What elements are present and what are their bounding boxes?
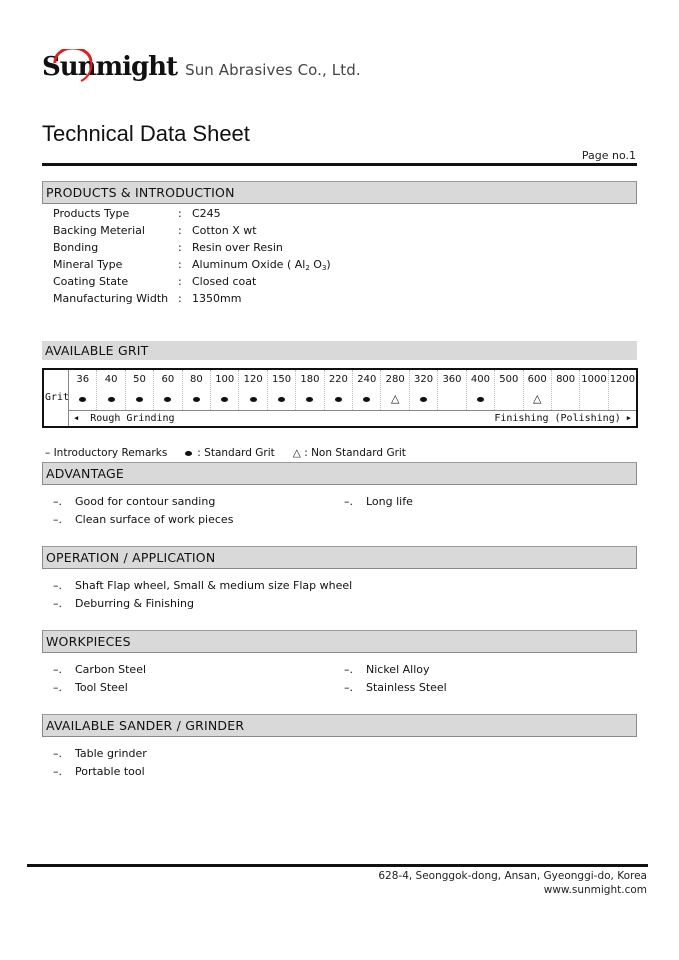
legend-standard: : Standard Grit <box>197 447 275 459</box>
grit-column-120 <box>239 370 267 410</box>
spec-row-mineral-type: Mineral Type : Aluminum Oxide ( $Al_2$ $O_3$) <box>53 258 331 272</box>
grit-column-40 <box>97 370 125 410</box>
grit-column-180 <box>296 370 324 410</box>
grit-column-50 <box>126 370 154 410</box>
grit-column-150 <box>268 370 296 410</box>
grit-value: 280 <box>385 374 405 385</box>
section-grit-heading: AVAILABLE GRIT <box>42 341 637 360</box>
grit-mark-standard <box>353 390 380 408</box>
grit-column-1000 <box>580 370 608 410</box>
grit-mark-empty <box>552 390 579 408</box>
grit-mark-standard <box>211 390 238 408</box>
standard-grit-dot-icon <box>164 397 171 402</box>
standard-grit-dot-icon <box>306 397 313 402</box>
spec-row-coating-state: Coating State : Closed coat <box>53 275 257 288</box>
non-standard-triangle-icon: △ <box>532 392 542 405</box>
grit-mark-standard <box>183 390 210 408</box>
grit-column-360 <box>438 370 466 410</box>
rough-grinding-label: ◀ Rough Grinding <box>74 413 175 424</box>
list-item: –. Portable tool <box>53 765 145 778</box>
standard-grit-dot-icon <box>477 397 484 402</box>
grit-column-400 <box>467 370 495 410</box>
grit-value: 360 <box>442 374 462 385</box>
grit-mark-standard <box>467 390 494 408</box>
section-advantage-heading: ADVANTAGE <box>42 462 637 485</box>
grit-column-240 <box>353 370 381 410</box>
grit-mark-empty <box>495 390 522 408</box>
standard-grit-dot-icon <box>108 397 115 402</box>
list-item: –. Table grinder <box>53 747 147 760</box>
grit-value: 100 <box>215 374 235 385</box>
spec-row-backing-material: Backing Meterial : Cotton X wt <box>53 224 257 237</box>
standard-grit-dot-icon <box>79 397 86 402</box>
grit-mark-standard <box>239 390 266 408</box>
grit-column-800 <box>552 370 580 410</box>
grit-mark-non-standard <box>524 390 551 408</box>
mineral-value: Aluminum Oxide ( $Al_2$ $O_3$) <box>192 258 331 272</box>
grit-mark-empty <box>609 390 636 408</box>
non-standard-triangle-icon: △ <box>292 447 301 459</box>
list-item: –. Stainless Steel <box>344 681 447 694</box>
grit-column-280 <box>381 370 409 410</box>
grit-value: 80 <box>189 374 203 385</box>
grit-column-1200 <box>609 370 636 410</box>
list-item: –. Nickel Alloy <box>344 663 430 676</box>
grit-value: 320 <box>414 374 434 385</box>
spec-row-bonding: Bonding : Resin over Resin <box>53 241 283 254</box>
legend-title: – Introductory Remarks <box>45 447 168 459</box>
standard-grit-dot-icon <box>278 397 285 402</box>
footer-website[interactable]: www.sunmight.com <box>543 884 647 896</box>
legend-non-standard: : Non Standard Grit <box>304 447 406 459</box>
grit-mark-standard <box>97 390 124 408</box>
grit-value: 50 <box>133 374 146 385</box>
non-standard-triangle-icon: △ <box>390 392 400 405</box>
grit-column-500 <box>495 370 523 410</box>
company-logo <box>42 52 361 86</box>
list-item: –. Carbon Steel <box>53 663 147 676</box>
standard-grit-dot-icon <box>363 397 370 402</box>
brand-name: Sunmight <box>42 52 177 82</box>
grit-table <box>42 368 638 428</box>
grit-value: 60 <box>161 374 175 385</box>
footer-divider <box>27 864 648 867</box>
standard-grit-dot-icon <box>193 397 200 402</box>
grit-column-100 <box>211 370 239 410</box>
standard-grit-dot-icon <box>335 397 342 402</box>
finishing-label: Finishing (Polishing) ▶ <box>494 413 631 424</box>
title-divider <box>42 163 637 166</box>
standard-grit-dot-icon <box>420 397 427 402</box>
left-arrow-icon: ◀ <box>74 414 79 422</box>
grit-mark-standard <box>268 390 295 408</box>
list-item: –. Deburring & Finishing <box>53 597 194 610</box>
grit-value: 40 <box>104 374 118 385</box>
grit-value: 150 <box>272 374 292 385</box>
grit-legend <box>45 447 406 459</box>
list-item: –. Tool Steel <box>53 681 128 694</box>
standard-grit-dot-icon <box>221 397 228 402</box>
footer-address: 628-4, Seonggok-dong, Ansan, Gyeonggi-do, Korea <box>378 870 647 882</box>
grit-value: 500 <box>499 374 519 385</box>
grit-column-60 <box>154 370 182 410</box>
grit-value: 1000 <box>581 374 607 385</box>
standard-grit-dot-icon <box>185 451 192 456</box>
company-name: Sun Abrasives Co., Ltd. <box>185 61 361 79</box>
grit-range-bar <box>68 410 636 426</box>
right-arrow-icon: ▶ <box>626 414 631 422</box>
grit-mark-standard <box>325 390 352 408</box>
section-operation-heading: OPERATION / APPLICATION <box>42 546 637 569</box>
spec-row-products-type: Products Type : C245 <box>53 207 221 220</box>
section-products-heading: PRODUCTS & INTRODUCTION <box>42 181 637 204</box>
grit-column-36 <box>69 370 97 410</box>
grit-mark-standard <box>126 390 153 408</box>
grit-mark-empty <box>580 390 607 408</box>
standard-grit-dot-icon <box>250 397 257 402</box>
list-item: –. Clean surface of work pieces <box>53 513 234 526</box>
grit-mark-empty <box>438 390 465 408</box>
list-item: –. Shaft Flap wheel, Small & medium size Flap wheel <box>53 579 353 592</box>
grit-column-320 <box>410 370 438 410</box>
section-workpieces-heading: WORKPIECES <box>42 630 637 653</box>
grit-column-600 <box>524 370 552 410</box>
standard-grit-dot-icon <box>136 397 143 402</box>
grit-value: 120 <box>243 374 263 385</box>
grit-columns <box>69 370 636 410</box>
grit-value: 400 <box>470 374 490 385</box>
page-title: Technical Data Sheet <box>42 121 250 146</box>
grit-column-220 <box>325 370 353 410</box>
grit-value: 600 <box>527 374 547 385</box>
grit-value: 180 <box>300 374 320 385</box>
grit-value: 1200 <box>609 374 636 385</box>
grit-mark-standard <box>69 390 96 408</box>
grit-value: 36 <box>76 374 90 385</box>
spec-row-manufacturing-width: Manufacturing Width : 1350mm <box>53 292 242 305</box>
grit-mark-non-standard <box>381 390 408 408</box>
list-item: –. Long life <box>344 495 413 508</box>
grit-mark-standard <box>154 390 181 408</box>
grit-mark-standard <box>296 390 323 408</box>
grit-mark-standard <box>410 390 437 408</box>
page-number: Page no.1 <box>581 149 636 162</box>
grit-value: 800 <box>556 374 576 385</box>
spec-list <box>53 205 331 307</box>
section-sander-heading: AVAILABLE SANDER / GRINDER <box>42 714 637 737</box>
list-item: –. Good for contour sanding <box>53 495 216 508</box>
grit-row-label: Grit <box>44 370 69 410</box>
grit-column-80 <box>183 370 211 410</box>
grit-value: 220 <box>328 374 348 385</box>
grit-value: 240 <box>357 374 377 385</box>
